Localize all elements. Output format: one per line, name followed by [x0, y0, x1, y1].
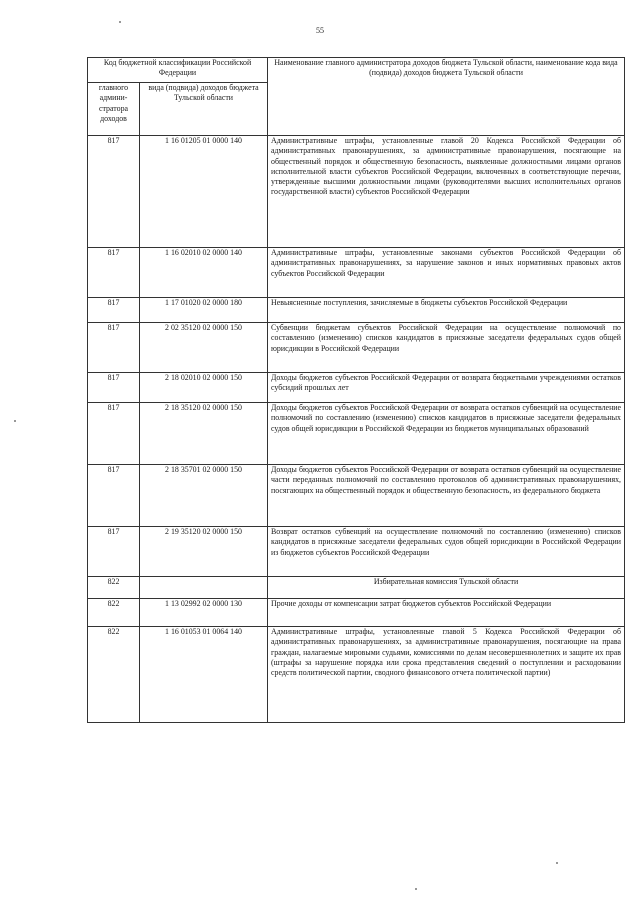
admin-code: 817: [88, 323, 140, 373]
admin-code: 817: [88, 298, 140, 323]
admin-code: 822: [88, 577, 140, 599]
revenue-name: Прочие доходы от компенсации затрат бюджетов субъектов Российской Федерации: [268, 599, 625, 627]
revenue-code: 2 02 35120 02 0000 150: [140, 323, 268, 373]
admin-code: 822: [88, 599, 140, 627]
revenue-name: Доходы бюджетов субъектов Российской Федерации от возврата бюджетными учреждениями остатков субсидий прошлых лет: [268, 373, 625, 403]
page-number: 55: [316, 26, 324, 35]
revenue-code: 2 18 02010 02 0000 150: [140, 373, 268, 403]
header-name: Наименование главного администратора доходов бюджета Тульской области, наименование кода вида (подвида) доходов бюджета Тульской области: [268, 58, 625, 136]
revenue-code: 1 13 02992 02 0000 130: [140, 599, 268, 627]
revenue-name: Административные штрафы, установленные главой 5 Кодекса Российской Федерации об административных правонарушениях, за административные правонарушения, посягающие на права граждан, налагаемые мировыми судьями, комиссиями по делам несовершеннолетних и защите их прав (штрафы за нарушение порядка или срока представления сведений о поступлении и расходовании средств политической партии, сводного финансового отчета политической партии): [268, 627, 625, 723]
revenue-code: 1 16 02010 02 0000 140: [140, 248, 268, 298]
revenue-name: Невыясненные поступления, зачисляемые в бюджеты субъектов Российской Федерации: [268, 298, 625, 323]
revenue-code: [140, 577, 268, 599]
admin-code: 817: [88, 527, 140, 577]
section-row: [88, 577, 625, 599]
table-row: [88, 599, 625, 627]
revenue-code: 1 16 01205 01 0000 140: [140, 136, 268, 248]
revenue-name: Доходы бюджетов субъектов Российской Федерации от возврата остатков субвенций на осуществление части переданных полномочий по составлению протоколов об административных правонарушениях, посягающих на общественный порядок и общественную безопасность, из федерального бюджета: [268, 465, 625, 527]
scan-speck: [556, 862, 558, 864]
admin-code: 817: [88, 403, 140, 465]
header-budget-code: Код бюджетной классификации Российской Федерации: [88, 58, 268, 83]
admin-code: 817: [88, 373, 140, 403]
table-row: [88, 298, 625, 323]
revenue-code: 2 18 35701 02 0000 150: [140, 465, 268, 527]
scan-speck: [119, 21, 121, 23]
admin-code: 817: [88, 136, 140, 248]
revenue-name: Административные штрафы, установленные главой 20 Кодекса Российской Федерации об административных правонарушениях, за административные правонарушения, посягающие на общественный порядок и общественную безопасность, выявленные должностными лицами органов исполнительной власти субъектов Российской Федерации, включенных в соответствующие перечни, утвержденные высшими должностными лицами (руководителями высших исполнительных органов государственной власти) субъектов Российской Федерации: [268, 136, 625, 248]
table-row: [88, 323, 625, 373]
revenue-code: 2 18 35120 02 0000 150: [140, 403, 268, 465]
table-row: [88, 136, 625, 248]
revenue-name: Доходы бюджетов субъектов Российской Федерации от возврата остатков субвенций на осуществление полномочий по составлению (изменению) списков кандидатов в присяжные заседатели федеральных судов общей юрисдикции в Российской Федерации из бюджетов муниципальных образований: [268, 403, 625, 465]
table-header-row: [88, 58, 625, 83]
admin-code: 822: [88, 627, 140, 723]
scan-speck: [415, 888, 417, 890]
revenue-name: Административные штрафы, установленные законами субъектов Российской Федерации об административных правонарушениях, за нарушение законов и иных нормативных правовых актов субъектов Российской Федерации: [268, 248, 625, 298]
table-row: [88, 373, 625, 403]
admin-code: 817: [88, 465, 140, 527]
table-row: [88, 627, 625, 723]
revenue-name: Субвенции бюджетам субъектов Российской Федерации на осуществление полномочий по составлению (изменению) списков кандидатов в присяжные заседатели федеральных судов общей юрисдикции в Российской Федерации: [268, 323, 625, 373]
table-row: [88, 403, 625, 465]
header-admin: главного админи-стратора доходов: [88, 83, 140, 136]
revenue-code: 2 19 35120 02 0000 150: [140, 527, 268, 577]
admin-code: 817: [88, 248, 140, 298]
revenue-code: 1 16 01053 01 0064 140: [140, 627, 268, 723]
revenue-code: 1 17 01020 02 0000 180: [140, 298, 268, 323]
table-row: [88, 248, 625, 298]
budget-classification-table: [87, 57, 625, 723]
table-row: [88, 465, 625, 527]
revenue-name: Возврат остатков субвенций на осуществление полномочий по составлению (изменению) списков кандидатов в присяжные заседатели федеральных судов общей юрисдикции в Российской Федерации из бюджетов субъектов Российской Федерации: [268, 527, 625, 577]
header-revenue-code: вида (подвида) доходов бюджета Тульской области: [140, 83, 268, 136]
section-title: Избирательная комиссия Тульской области: [268, 577, 625, 599]
table-row: [88, 527, 625, 577]
scan-speck: [14, 420, 16, 422]
